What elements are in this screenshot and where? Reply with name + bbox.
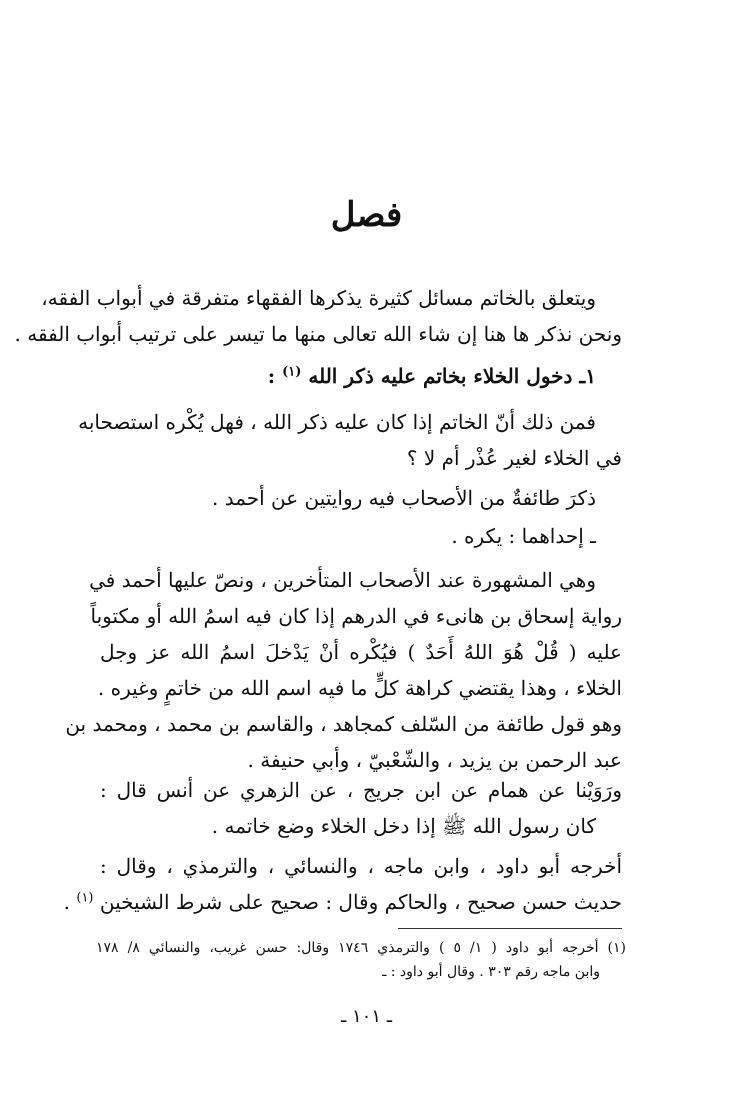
text-line: ونحن نذكر ها هنا إن شاء الله تعالى منها ما تيسر على ترتيب أبواب الفقه . [14,322,622,346]
heading-colon: : [267,364,276,388]
paragraph-4 [65,562,622,778]
paragraph-3 [100,518,622,554]
text-segment: . [63,890,70,914]
chapter-title: فصل [330,195,403,235]
heading-text: ١ـ دخول الخلاء بخاتم عليه ذكر الله [308,364,596,388]
text-line: ـ إحداهما : يكره . [451,524,596,548]
text-line-with-marker [63,884,622,920]
text-line: الخلاء ، وهذا يقتضي كراهة كلٍّ ما فيه اسم الله من خاتمٍ وغيره . [97,676,622,700]
text-line: عبد الرحمن بن يزيد ، والشّعْبيّ ، وأبي حنيفة . [247,748,622,772]
text-line: كان رسول الله ﷺ إذا دخل الخلاء وضع خاتمه . [211,814,596,838]
intro-paragraph [14,280,622,352]
section-heading [100,358,622,394]
text-line: وهو قول طائفة من السّلف كمجاهد ، والقاسم بن محمد ، ومحمد بن [65,712,622,736]
paragraph-1 [78,404,622,476]
footnote-line: (١) أخرجه أبو داود ( ١/ ٥ ) والترمذي ١٧٤٦ وقال: حسن غريب، والنسائي ٨/ ١٧٨ [96,940,627,956]
footnote-line: وابن ماجه رقم ٣٠٣ . وقال أبو داود : ـ [382,964,600,980]
paragraph-2 [100,480,622,516]
text-line: رواية إسحاق بن هانىء في الدرهم إذا كان فيه اسمُ الله أو مكتوباً [90,604,622,628]
footnote [96,936,626,984]
text-line: فمن ذلك أنّ الخاتم إذا كان عليه ذكر الله ، فهل يُكْره استصحابه [78,410,596,434]
page-number: ـ ١٠١ ـ [340,1006,392,1027]
text-line: ورَوَيْنا عن همام عن ابن جريج ، عن الزهري عن أنس قال : [100,778,622,802]
paragraph-6 [63,848,622,920]
paragraph-5 [100,772,622,844]
text-line: في الخلاء لغير عُذْر أم لا ؟ [406,446,622,470]
text-line: ذكرَ طائفةٌ من الأصحاب فيه روايتين عن أحمد . [211,486,596,510]
text-line: وهي المشهورة عند الأصحاب المتأخرين ، ونصّ عليها أحمد في [89,568,596,592]
text-line: أخرجه أبو داود ، وابن ماجه ، والنسائي ، والترمذي ، وقال : [100,854,622,878]
footnote-marker: (١) [282,364,302,380]
text-line: ويتعلق بالخاتم مسائل كثيرة يذكرها الفقهاء متفرقة في أبواب الفقه، [41,286,596,310]
footnote-marker: (١) [76,890,94,906]
footnote-divider [398,928,622,929]
heading-line [100,358,622,394]
text-segment: حديث حسن صحيح ، والحاكم وقال : صحيح على شرط الشيخين [99,890,622,914]
text-line: عليه ( قُلْ هُوَ اللهُ أَحَدٌ ) فيُكْره أنْ يَدْخلَ اسمُ الله عز وجل [100,640,622,664]
